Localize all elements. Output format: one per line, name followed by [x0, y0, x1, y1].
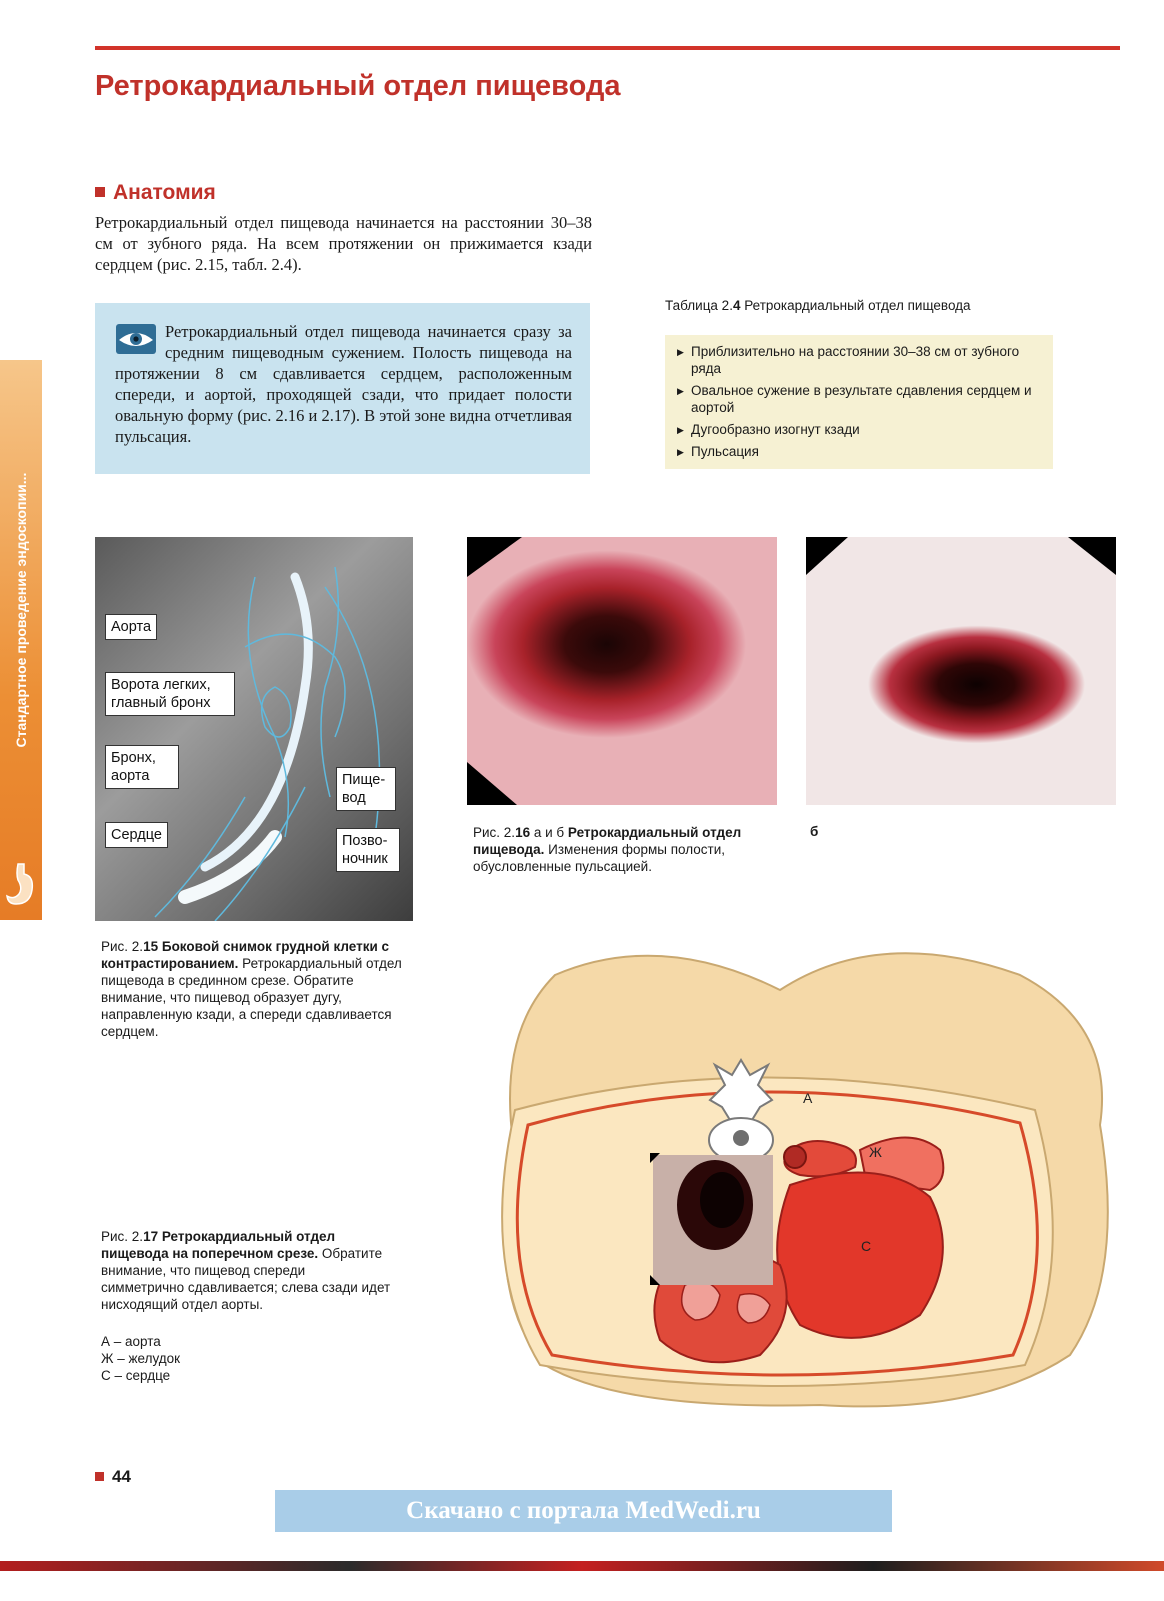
bottom-bar	[0, 1561, 1164, 1571]
diagram-label-s: С	[861, 1238, 872, 1254]
page-title: Ретрокардиальный отдел пищевода	[95, 70, 621, 102]
table-item: ▶ Приблизительно на расстоянии 30–38 см от зубного ряда	[677, 343, 1041, 377]
table-caption-prefix: Таблица 2.	[665, 298, 733, 313]
fig16-bold: Ретрокардиальный отдел пищевода.	[473, 825, 742, 857]
caption-label-b: б	[810, 824, 819, 839]
page-number-text: 44	[112, 1467, 131, 1486]
fig16-text: Изменения формы полости, обусловленные пульсацией.	[473, 842, 725, 874]
endoscopy-image-a	[467, 537, 777, 805]
label-bronchus: Бронх, аорта	[105, 745, 179, 789]
fig15-bold: Боковой снимок грудной клетки с контрастированием.	[101, 939, 390, 971]
fig15-num: 15	[143, 939, 159, 954]
fig17-num: 17	[143, 1229, 159, 1244]
fig16-ab: а и б	[533, 825, 565, 840]
fig16-prefix: Рис. 2.	[473, 825, 516, 840]
section-heading-text: Анатомия	[113, 181, 216, 204]
table-caption-num: 4	[732, 298, 741, 313]
table-item: ▶ Овальное сужение в результате сдавления сердцем и аортой	[677, 382, 1041, 416]
fig16-num: 16	[515, 825, 531, 840]
section-heading	[95, 181, 216, 205]
table-box	[665, 335, 1053, 469]
label-spine: Позво-ночник	[336, 828, 400, 872]
fig15-text: Ретрокардиальный отдел пищевода в срединном срезе. Обратите внимание, что пищевод образует дугу, направленную кзади, а спереди сдавливается сердцем.	[101, 956, 402, 1039]
table-item: ▶ Дугообразно изогнут кзади	[677, 421, 1041, 438]
table-caption-title: Ретрокардиальный отдел пищевода	[744, 298, 971, 313]
fig17-bold: Ретрокардиальный отдел пищевода на поперечном срезе.	[101, 1229, 336, 1261]
caption-figure-2-17	[101, 1228, 391, 1313]
legend-item: А – аорта	[101, 1334, 161, 1349]
intro-paragraph: Ретрокардиальный отдел пищевода начинается на расстоянии 30–38 см от зубного ряда. На всем протяжении он прижимается кзади сердцем (рис. 2.15, табл. 2.4).	[95, 213, 592, 274]
eye-icon	[115, 323, 157, 355]
heading-square-icon	[95, 187, 105, 197]
legend-item: Ж – желудок	[101, 1351, 181, 1366]
label-esophagus: Пище-вод	[336, 767, 396, 811]
note-text: Ретрокардиальный отдел пищевода начинается сразу за средним пищеводным сужением. Полость пищевода на протяжении 8 см сдавливается сердцем, расположенным спереди, и аортой, проходящей сзади, что придает полости овальную форму (рис. 2.16 и 2.17). В этой зоне видна отчетливая пульсация.	[115, 322, 572, 446]
page-square-icon	[95, 1472, 104, 1481]
caption-figure-2-16	[473, 824, 763, 875]
note-box	[95, 303, 590, 474]
label-aorta: Аорта	[105, 614, 157, 640]
label-hilum: Ворота легких, главный бронх	[105, 672, 235, 716]
stomach-icon	[4, 862, 38, 908]
fig17-text: Обратите внимание, что пищевод спереди симметрично сдавливается; слева сзади идет нисходящий отдел аорты.	[101, 1246, 391, 1312]
page-number	[95, 1467, 131, 1487]
table-caption	[665, 298, 971, 313]
endoscopy-b-corners	[806, 537, 1116, 805]
figure-legend	[101, 1333, 180, 1384]
top-rule	[95, 46, 1120, 50]
cross-section-svg	[460, 935, 1160, 1435]
sidebar-text: Стандартное проведение эндоскопии...	[13, 472, 29, 748]
endoscopy-image-b	[806, 537, 1116, 805]
cross-section-diagram	[460, 935, 1160, 1435]
diagram-label-zh: Ж	[869, 1144, 882, 1160]
endoscopy-a-corners	[467, 537, 777, 805]
xray-image	[95, 537, 413, 921]
fig17-prefix: Рис. 2.	[101, 1229, 144, 1244]
legend-item: С – сердце	[101, 1368, 171, 1383]
caption-figure-2-15	[101, 938, 417, 1040]
diagram-label-a: А	[803, 1090, 813, 1106]
label-heart: Сердце	[105, 822, 168, 848]
fig15-prefix: Рис. 2.	[101, 939, 144, 954]
table-item: ▶ Пульсация	[677, 443, 1041, 460]
watermark-banner: Скачано с портала MedWedi.ru	[275, 1490, 892, 1532]
